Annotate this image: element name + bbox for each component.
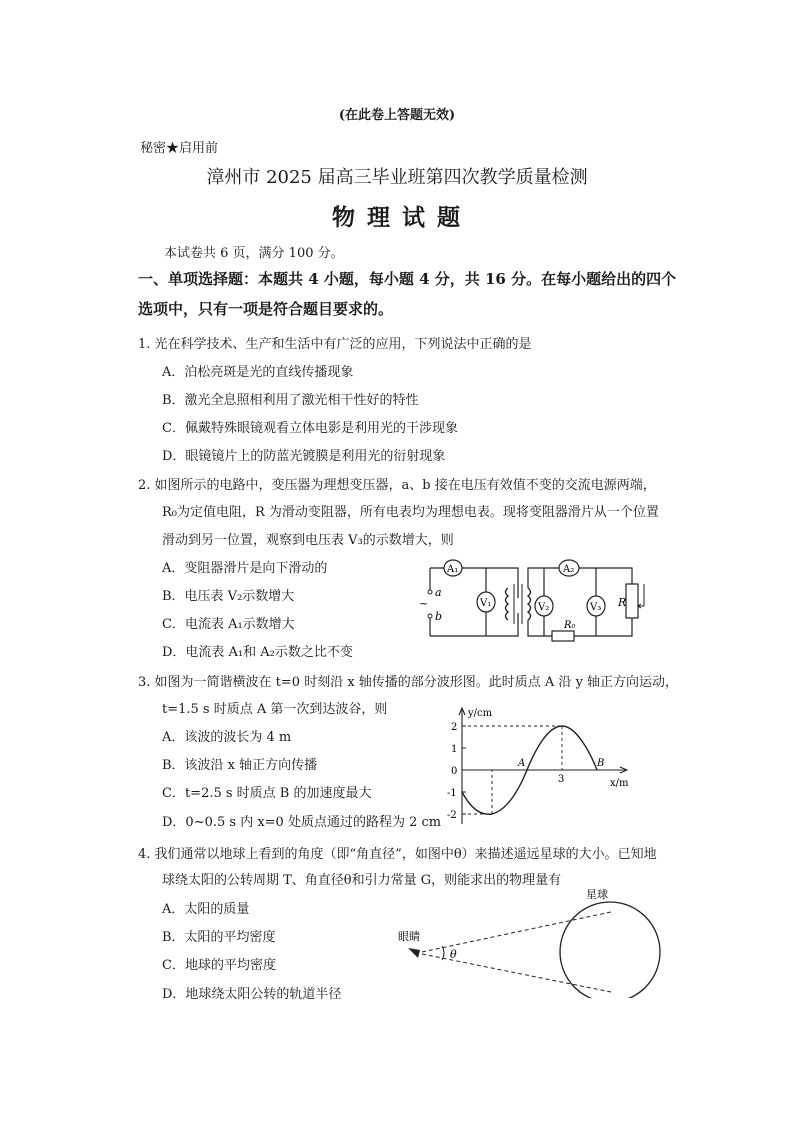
slide-rheostat (626, 584, 638, 618)
q4-stem-line1: 4. 我们通常以地球上看到的角度（即“角直径”，如图中θ）来描述遥远星球的大小。已知地 (138, 847, 657, 862)
y-axis-label: y/cm (468, 708, 493, 719)
q2-stem-line2: R₀为定值电阻，R 为滑动变阻器，所有电表均为理想电表。现将变阻器滑片从一个位置 (162, 505, 659, 520)
point-b-label: B (597, 758, 605, 769)
ammeter-a2-label: A₂ (563, 564, 575, 575)
q3-stem-line2: t=1.5 s 时质点 A 第一次到达波谷，则 (162, 702, 388, 717)
angular-diameter-figure (396, 888, 666, 998)
eye-icon (408, 948, 420, 958)
q3-option-c: C．t=2.5 s 时质点 B 的加速度最大 (162, 786, 372, 801)
q2-stem-line3: 滑动到另一位置，观察到电压表 V₃的示数增大，则 (162, 533, 454, 548)
voltmeter-v2-label: V₂ (538, 602, 550, 613)
confidential-mark: 秘密★启用前 (140, 141, 219, 156)
transformer-circuit-diagram (418, 548, 653, 656)
q3-option-a: A．该波的波长为 4 m (162, 730, 292, 745)
q1-option-c: C．佩戴特殊眼镜观看立体电影是利用光的干涉现象 (162, 421, 458, 436)
q4-option-b: B．太阳的平均密度 (162, 930, 276, 945)
q4-option-c: C．地球的平均密度 (162, 958, 276, 973)
voltmeter-v3-label: V₃ (590, 602, 602, 613)
fixed-resistor-r0 (552, 631, 574, 641)
q2-option-d: D．电流表 A₁和 A₂示数之比不变 (162, 645, 353, 660)
q4-option-d: D．地球绕太阳公转的轨道半径 (162, 987, 342, 1002)
q3-option-d: D．0~0.5 s 内 x=0 处质点通过的路程为 2 cm (162, 815, 442, 830)
q1-stem: 1. 光在科学技术、生产和生活中有广泛的应用，下列说法中正确的是 (138, 337, 532, 352)
q1-option-d: D．眼镜镜片上的防蓝光镀膜是利用光的衍射现象 (162, 449, 446, 464)
exam-intro: 本试卷共 6 页，满分 100 分。 (164, 246, 344, 261)
q4-option-a: A．太阳的质量 (162, 902, 250, 917)
terminal-a-label: a (435, 586, 442, 599)
answer-invalid-notice: (在此卷上答题无效) (338, 108, 456, 123)
x-axis-label: x/m (610, 778, 629, 789)
q2-stem-line1: 2. 如图所示的电路中，变压器为理想变压器，a、b 接在电压有效值不变的交流电源两端， (138, 478, 656, 493)
y-tick-neg1: -1 (447, 788, 457, 799)
y-tick-0: 0 (451, 766, 458, 777)
ammeter-a1-label: A₁ (447, 564, 459, 575)
q3-option-b: B．该波沿 x 轴正方向传播 (162, 758, 318, 773)
rheostat-r-label: R (618, 596, 627, 609)
subject-title: 物 理 试 题 (331, 204, 463, 231)
section-heading-line1: 一、单项选择题：本题共 4 小题，每小题 4 分，共 16 分。在每小题给出的四个 (138, 270, 677, 288)
x-tick-3: 3 (558, 774, 565, 785)
star-circle (560, 902, 660, 998)
resistor-r0-label: R₀ (564, 620, 576, 631)
q2-option-a: A．变阻器滑片是向下滑动的 (162, 561, 328, 576)
q3-stem-line1: 3. 如图为一简谐横波在 t=0 时刻沿 x 轴传播的部分波形图。此时质点 A 沿 y 轴正方向运动， (138, 675, 679, 690)
y-tick-2: 2 (451, 722, 458, 733)
q2-option-c: C．电流表 A₁示数增大 (162, 617, 295, 632)
q1-option-a: A．泊松亮斑是光的直线传播现象 (162, 365, 354, 380)
q4-stem-line2: 球绕太阳的公转周期 T、角直径θ和引力常量 G，则能求出的物理量有 (162, 873, 562, 888)
eye-label: 眼睛 (398, 930, 420, 943)
exam-title: 漳州市 2025 届高三毕业班第四次教学质量检测 (206, 167, 588, 188)
star-label: 星球 (586, 888, 608, 901)
y-tick-neg2: -2 (447, 810, 457, 821)
section-heading-line2: 选项中，只有一项是符合题目要求的。 (138, 300, 394, 318)
terminal-b-label: b (435, 610, 443, 623)
q1-option-b: B．激光全息照相利用了激光相干性好的特性 (162, 393, 419, 408)
ac-source-symbol: ~ (419, 597, 429, 610)
y-tick-1: 1 (451, 744, 458, 755)
point-a-label: A (518, 758, 526, 769)
theta-label: θ (450, 948, 457, 961)
wave-graph (440, 702, 640, 832)
q2-option-b: B．电压表 V₂示数增大 (162, 589, 295, 604)
voltmeter-v1-label: V₁ (480, 598, 492, 609)
